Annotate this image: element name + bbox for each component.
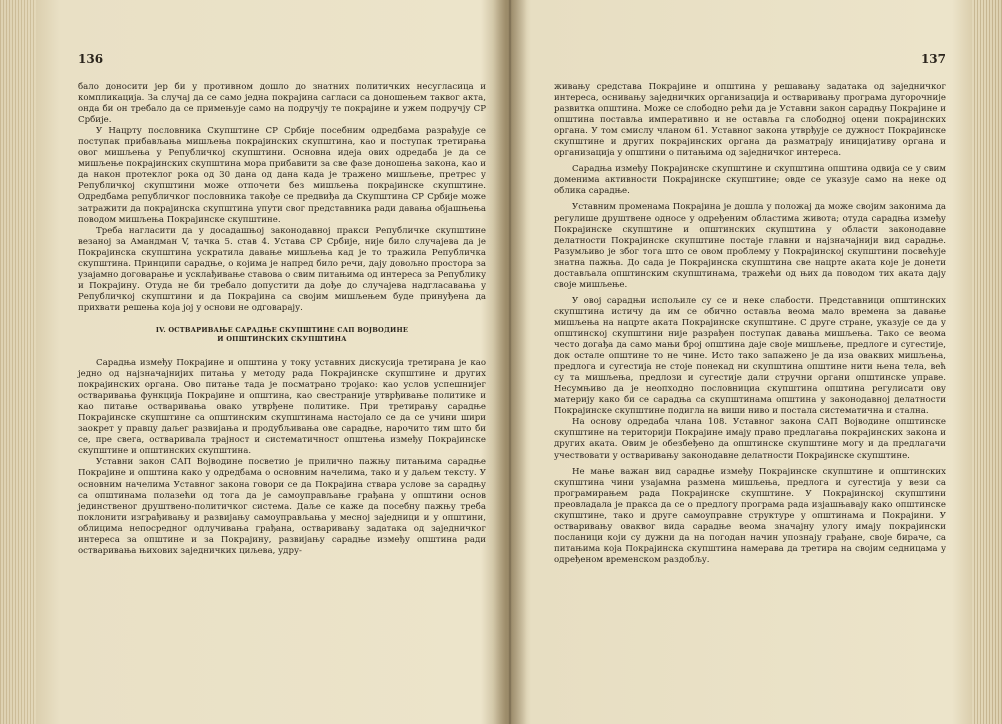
paragraph: У Нацрту пословника Скупштине СР Србије посебним одредбама разрађује се поступак прибављања мишљења покрајинских скупштина, као и поступак третирања овог мишљења у Републичкој скупштини. Основна идеја ових одредаба је да се мишљење покрајинских скупштина мора прибавити за све фазе доношења закона, као и да након протеклог рока од 30 дана од дана када је тражено мишљење, претрес у Републичкој скупштини може отпочети без мишљења покрајинске скупштине. Одредбама републичког пословника такође се предвиђа да Скупштина СР Србије може затражити да покрајинска скупштина упути свог представника ради давања објашњења поводом мишљења Покрајинске скупштине. [78,126,486,225]
paragraph: На основу одредаба члана 108. Уставног закона САП Војводине општинске скупштине на територији Покрајине имају право предлагања покрајинских закона и других аката. Овим је обезбеђено да општинске скупштине могу и да предлагачи учествовати у остваривању законодавне делатности Покрајинске скупштине. [554,417,946,461]
right-page-text [554,82,946,566]
paragraph: Сарадња између Покрајинске скупштине и скупштина општина одвија се у свим доменима активности Покрајинске скупштине; овде се указује само на неке од облика сарадње. [554,164,946,197]
page-number-right: 137 [920,52,946,66]
page-stack-left-edge [0,0,36,724]
paragraph: Треба нагласити да у досадашњој законодавној пракси Републичке скупштине везаној за Амандман V, тачка 5. став 4. Устава СР Србије, није било случајева да је Покрајинска скупштина ускратила давање мишљења кад је то тражила Републичка скупштина. Принципи сарадње, о којима је напред било речи, дају довољно простора за узајамно договарање и усклађивање ставова о свим питањима од интереса за Републику и Покрајину. Отуда не би требало допустити да дође до случајева надгласавања у Републичкој скупштини и да Покрајина са својим мишљењем буде принуђена да прихвати решења која јој у основи не одговарају. [78,225,486,313]
section-heading [78,326,486,344]
paragraph: У овој сарадњи испољиле су се и неке слабости. Представници општинских скупштина истичу да им се обично оставља веома мало времена за давање мишљења на нацрте аката Покрајинске скупштине. С друге стране, указује се да у општинској скупштини није разрађен поступак давања мишљења. Тако се веома често догађа да само мањи број општина даје своје мишљење, предлоге и сугестије, док остале општине то не чине. Исто тако запажено је да иза оваквих мишљења, предлога и сугестија не стоје понекад ни скупштина општине нити њена тела, већ су та мишљења, предлози и сугестије дали стручни органи општинске управе. Несумњиво да је неопходно пословнициа скупштина општина регулисати ову материју како би се сарадња са скупштинама општина у законодавној делатности Покрајинске скупштине подигла на виши ниво и постала систематична и стална. [554,295,946,417]
paragraph: Уставни закон САП Војводине посветио је прилично пажњу питањима сарадње Покрајине и општина како у одредбама о основним начелима, тако и у даљем тексту. У основним начелима Уставног закона говори се да Покрајина ствара услове за сарадњу са општинама полазећи од тога да је самоуправљање грађана у општини основ јединственог друштвено-политичког система. Даље се каже да посебну пажњу треба поклонити изграђивању и развијању самоуправљања у месној заједници и у општини, облицима непосредног одлучивања грађана, остваривању задатака од заједничког интереса за општине и за Покрајину, развијању сарадње између општина ради остваривања њихових заједничких циљева, удру- [78,457,486,556]
left-page-text [78,82,486,557]
section-heading-line-1: IV. ОСТВАРИВАЊЕ САРАДЊЕ СКУПШТИНЕ САП ВОЈВОДИНЕ [155,325,409,334]
page-number-left: 136 [78,52,104,66]
section-heading-line-2: И ОПШТИНСКИХ СКУПШТИНА [217,334,347,343]
paragraph: живању средстава Покрајине и општина у решавању задатака од заједничког интереса, оснивању заједничких организација и остваривању програма дугорочније развитка општина. Може се слободно рећи да је Уставни закон сарадњу Покрајине и општина постављa императивно и не оставља га слободној оцени покрајинских органа. У том смислу чланом 61. Уставног закона утврђује се дужност Покрајинске скупштине и других покрајинских органа да разматрају иницијативу органа и организација у општини о питањима од заједничког интереса. [554,82,946,159]
paragraph: бало доносити јер би у противном дошло до знатних политичких несугласица и компликација. За случај да се само једна покрајина сагласи са доношењем таквог акта, онда би он требало да се примењује само на подручју те покрајине и ужем подручју СР Србије. [78,82,486,126]
paragraph: Уставним променама Покрајина је дошла у положај да може својим законима да регулише друштвене односе у одређеним областима живота; отуда сарадња између Покрајинске скупштине и општинских скупштина у области законодавне делатности Покрајинске скупштине постаје главни и најзначајнији вид сарадње. Разумљиво је због тога што се овом проблему у Покрајинској скупштини посвећује знатна пажња. До сада је Покрајинска скупштина све нацрте аката које је донети достављала општинским скупштинама, тражећи од њих да поводом тих аката дају своје мишљење. [554,202,946,290]
paragraph: Не мање важан вид сарадње између Покрајинске скупштине и општинских скупштина чини узајамна размена мишљења, предлога и сугестија у вези са програмирањем рада Покрајинске скупштине. У Покрајинској скупштини преовладала је пракса да се о предлогу програма рада изјашњавају како општинске скупштине, тако и друге самоуправне структуре у општинама и Покрајини. У остваривању оваквог вида сарадње веома значајну улогу имају покрајински посланици који су дужни да на погодан начин упознају грађане, своје бираче, са питањима која Покрајинска скупштина намерава да третира на својим седницама у одређеном временском раздобљу. [554,466,946,565]
page-stack-right-edge [972,0,1002,724]
book-gutter [493,0,527,724]
paragraph: Сарадња између Покрајине и општина у току уставних дискусија третирана је као једно од најзначајнијих питања у методу рада Покрајинске скупштине и других покрајинских органа. Ово питање тада је посматрано тројако: као услов успешнијег остваривања функција Покрајине и општина, као свестраније утврђивање политике и као питање остваривања овако утврђене политике. При третирању сарадње Покрајинске скупштине са општинским скупштинама настојало се да се учини шири заокрет у правцу даљег развијања и продубљивања ове сарадње, нарочито тим што би се, пре свега, остваривала трајност и систематичност општења између Покрајинске скупштине и општинских скупштина. [78,357,486,457]
